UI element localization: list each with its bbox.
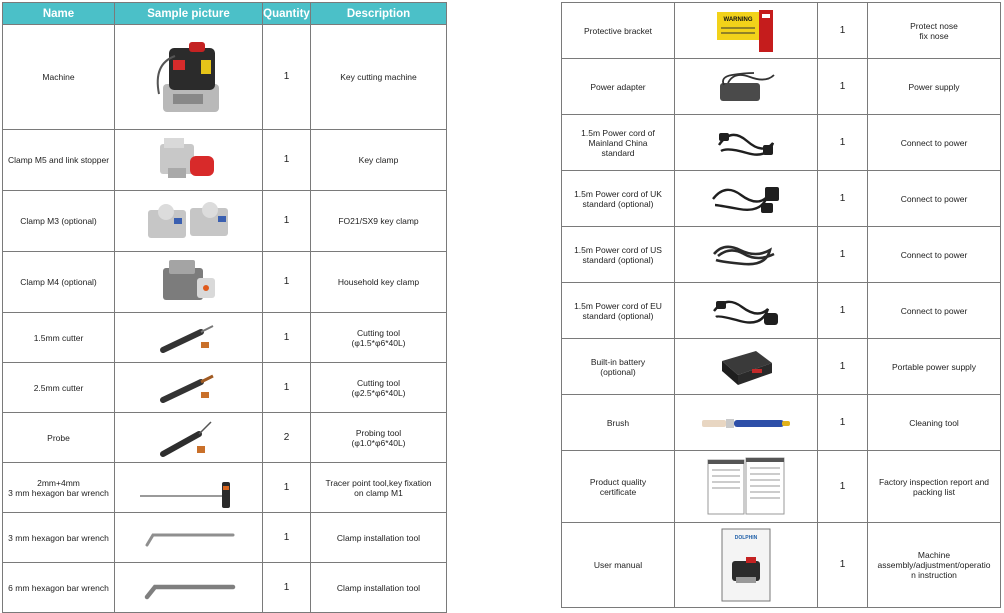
table-row: [3, 313, 447, 363]
item-quantity: 1: [818, 59, 868, 115]
item-name: Clamp M4 (optional): [3, 252, 115, 313]
item-name: Power adapter: [562, 59, 675, 115]
table-row: [562, 339, 1001, 395]
item-quantity: 1: [263, 363, 311, 413]
protective-bracket-image: [715, 8, 777, 54]
item-quantity: 1: [818, 451, 868, 523]
table-row: [3, 25, 447, 130]
header-name: Name: [3, 3, 115, 25]
certificate-image: [706, 456, 786, 518]
item-quantity: 1: [263, 513, 311, 563]
item-description: Cutting tool (φ2.5*φ6*40L): [311, 363, 447, 413]
table-row: [3, 363, 447, 413]
table-row: [3, 513, 447, 563]
brush-image: [698, 413, 794, 433]
item-name: Probe: [3, 413, 115, 463]
item-quantity: 1: [263, 191, 311, 252]
warning-label-text: WARNING: [723, 16, 753, 23]
item-name: 2mm+4mm 3 mm hexagon bar wrench: [3, 463, 115, 513]
table-row: [562, 171, 1001, 227]
table-row: [562, 283, 1001, 339]
packing-list-table-left: [2, 2, 447, 613]
item-description: Clamp installation tool: [311, 513, 447, 563]
table-row: [562, 451, 1001, 523]
user-manual-image: [720, 527, 772, 603]
power-cord-uk-image: [707, 179, 785, 219]
item-description: Portable power supply: [868, 339, 1001, 395]
item-quantity: 1: [818, 283, 868, 339]
item-description: Power supply: [868, 59, 1001, 115]
manual-brand-text: DOLPHIN: [734, 535, 758, 541]
item-quantity: 1: [263, 25, 311, 130]
item-description: Protect nose fix nose: [868, 3, 1001, 59]
header-row: [3, 3, 447, 25]
clamp-m4-image: [157, 256, 221, 308]
clamp-m5-image: [154, 134, 224, 186]
table-row: [3, 191, 447, 252]
item-description: FO21/SX9 key clamp: [311, 191, 447, 252]
item-name: 3 mm hexagon bar wrench: [3, 513, 115, 563]
item-name: 2.5mm cutter: [3, 363, 115, 413]
power-cord-eu-image: [708, 291, 784, 331]
item-name: 1.5m Power cord of UK standard (optional): [562, 171, 675, 227]
item-quantity: 1: [263, 313, 311, 363]
table-row: [562, 523, 1001, 608]
item-quantity: 1: [818, 395, 868, 451]
battery-image: [716, 345, 776, 389]
packing-list-table-right: [561, 2, 1001, 608]
table-row: [3, 252, 447, 313]
table-row: [3, 463, 447, 513]
item-description: Machine assembly/adjustment/operatio n instruction: [868, 523, 1001, 608]
item-name: Built-in battery (optional): [562, 339, 675, 395]
item-name: 1.5m Power cord of EU standard (optional): [562, 283, 675, 339]
item-quantity: 1: [263, 130, 311, 191]
item-quantity: 1: [263, 463, 311, 513]
item-name: Clamp M5 and link stopper: [3, 130, 115, 191]
power-cord-cn-image: [711, 123, 781, 163]
header-description: Description: [311, 3, 447, 25]
t-wrench-image: [134, 466, 244, 510]
item-quantity: 1: [818, 3, 868, 59]
item-quantity: 1: [818, 171, 868, 227]
power-cord-us-image: [708, 238, 784, 272]
table-row: [562, 227, 1001, 283]
item-quantity: 1: [818, 339, 868, 395]
item-quantity: 1: [263, 252, 311, 313]
table-row: [562, 59, 1001, 115]
item-description: Connect to power: [868, 171, 1001, 227]
item-description: Tracer point tool,key fixation on clamp M1: [311, 463, 447, 513]
item-quantity: 1: [818, 227, 868, 283]
item-name: Protective bracket: [562, 3, 675, 59]
item-name: Clamp M3 (optional): [3, 191, 115, 252]
item-name: 1.5mm cutter: [3, 313, 115, 363]
item-quantity: 1: [818, 115, 868, 171]
item-name: Machine: [3, 25, 115, 130]
header-picture: Sample picture: [115, 3, 263, 25]
item-description: Cutting tool (φ1.5*φ6*40L): [311, 313, 447, 363]
probe-image: [157, 416, 221, 460]
item-description: Cleaning tool: [868, 395, 1001, 451]
item-description: Key cutting machine: [311, 25, 447, 130]
item-quantity: 2: [263, 413, 311, 463]
item-description: Connect to power: [868, 283, 1001, 339]
item-name: Product quality certificate: [562, 451, 675, 523]
hex-wrench-3mm-image: [139, 523, 239, 553]
item-description: Connect to power: [868, 115, 1001, 171]
item-name: 6 mm hexagon bar wrench: [3, 563, 115, 613]
cutter-1-5mm-image: [157, 318, 221, 358]
item-description: Clamp installation tool: [311, 563, 447, 613]
item-description: Key clamp: [311, 130, 447, 191]
header-quantity: Quantity: [263, 3, 311, 25]
item-description: Probing tool (φ1.0*φ6*40L): [311, 413, 447, 463]
hex-wrench-6mm-image: [139, 573, 239, 603]
item-name: 1.5m Power cord of Mainland China standard: [562, 115, 675, 171]
table-row: [3, 130, 447, 191]
item-name: User manual: [562, 523, 675, 608]
clamp-m3-image: [144, 196, 234, 246]
item-quantity: 1: [818, 523, 868, 608]
table-row: [3, 563, 447, 613]
power-adapter-image: [714, 67, 778, 107]
item-name: 1.5m Power cord of US standard (optional): [562, 227, 675, 283]
item-quantity: 1: [263, 563, 311, 613]
item-description: Household key clamp: [311, 252, 447, 313]
item-description: Connect to power: [868, 227, 1001, 283]
table-row: [562, 115, 1001, 171]
item-description: Factory inspection report and packing list: [868, 451, 1001, 523]
cutter-2-5mm-image: [157, 368, 221, 408]
item-name: Brush: [562, 395, 675, 451]
table-row: [562, 395, 1001, 451]
key-cutting-machine-image: [149, 34, 229, 120]
table-row: [562, 3, 1001, 59]
table-row: [3, 413, 447, 463]
